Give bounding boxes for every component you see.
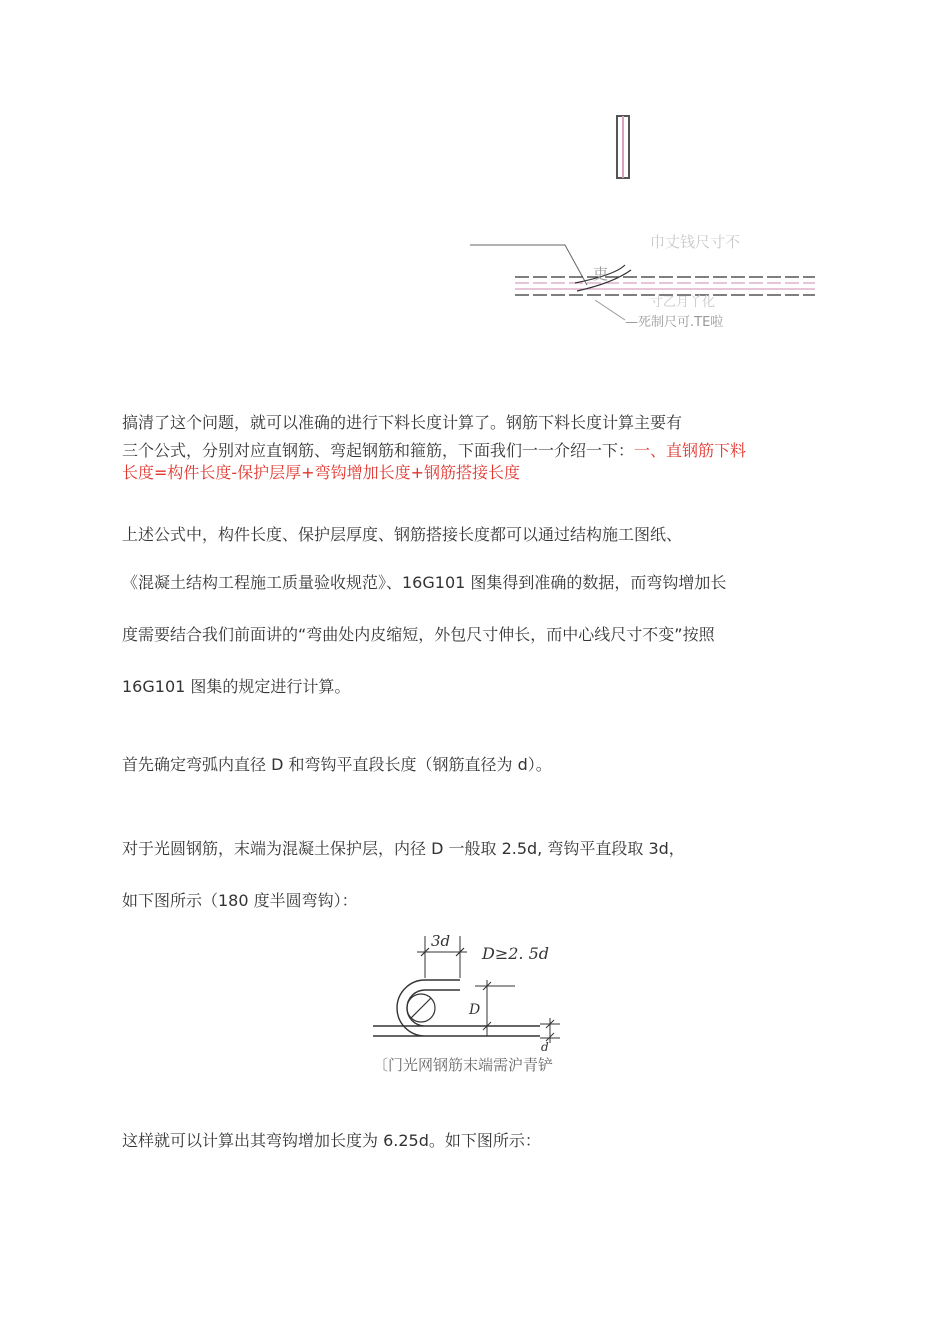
- paragraph-2-line-1: 上述公式中，构件长度、保护层厚度、钢筋搭接长度都可以通过结构施工图纸、: [122, 525, 683, 544]
- paragraph-4-line-1: 对于光圆钢筋，末端为混凝土保护层，内径 D 一般取 2.5d, 弯钩平直段取 3d，: [122, 839, 685, 858]
- paragraph-4-line-2: 如下图所示（180 度半圆弯钩）：: [122, 891, 358, 910]
- hook-180-figure: [365, 928, 595, 1078]
- paragraph-3: 首先确定弯弧内直径 D 和弯钩平直段长度（钢筋直径为 d）。: [122, 755, 552, 774]
- figure-label-left: 吏: [593, 265, 609, 283]
- paragraph-1-line-2: [122, 440, 746, 462]
- formula-straight-rebar: 长度=构件长度-保护层厚+弯钩增加长度+钢筋搭接长度: [122, 463, 520, 482]
- paragraph-2-line-3: 度需要结合我们前面讲的“弯曲处内皮缩短，外包尺寸伸长，而中心线尺寸不变”按照: [122, 625, 715, 644]
- figure-label-top: 巾丈钱尺寸不: [650, 233, 741, 251]
- paragraph-5: 这样就可以计算出其弯钩增加长度为 6.25d。如下图所示：: [122, 1131, 541, 1150]
- paragraph-2-line-4: 16G101 图集的规定进行计算。: [122, 677, 351, 696]
- dimension-D-label: D≥2. 5d: [482, 944, 550, 963]
- dimension-d-label: d: [541, 1040, 549, 1054]
- formula-title: 一、直钢筋下料: [634, 441, 747, 460]
- figure-caption: 〔门光网钢筋末端需沪青铲: [373, 1056, 554, 1074]
- dimension-D-vertical-label: D: [469, 1002, 481, 1018]
- figure-label-mid: 寸乙月丫化: [650, 295, 716, 310]
- paragraph-1-line-2-text: 三个公式，分别对应直钢筋、弯起钢筋和箍筋，下面我们一一介绍一下：: [122, 441, 635, 460]
- hook-180-drawing: [365, 928, 595, 1048]
- figure-label-bottom: —死制尺可.TE啦: [625, 315, 724, 330]
- paragraph-2-line-2: 《混凝土结构工程施工质量验收规范》、16G101 图集得到准确的数据，而弯钩增加长: [122, 573, 727, 592]
- rebar-bend-figure: [465, 225, 825, 330]
- rebar-vertical-figure: [610, 110, 640, 180]
- dimension-3d-label: 3d: [431, 932, 451, 950]
- paragraph-1-line-1: 搞清了这个问题，就可以准确的进行下料长度计算了。钢筋下料长度计算主要有: [122, 413, 683, 432]
